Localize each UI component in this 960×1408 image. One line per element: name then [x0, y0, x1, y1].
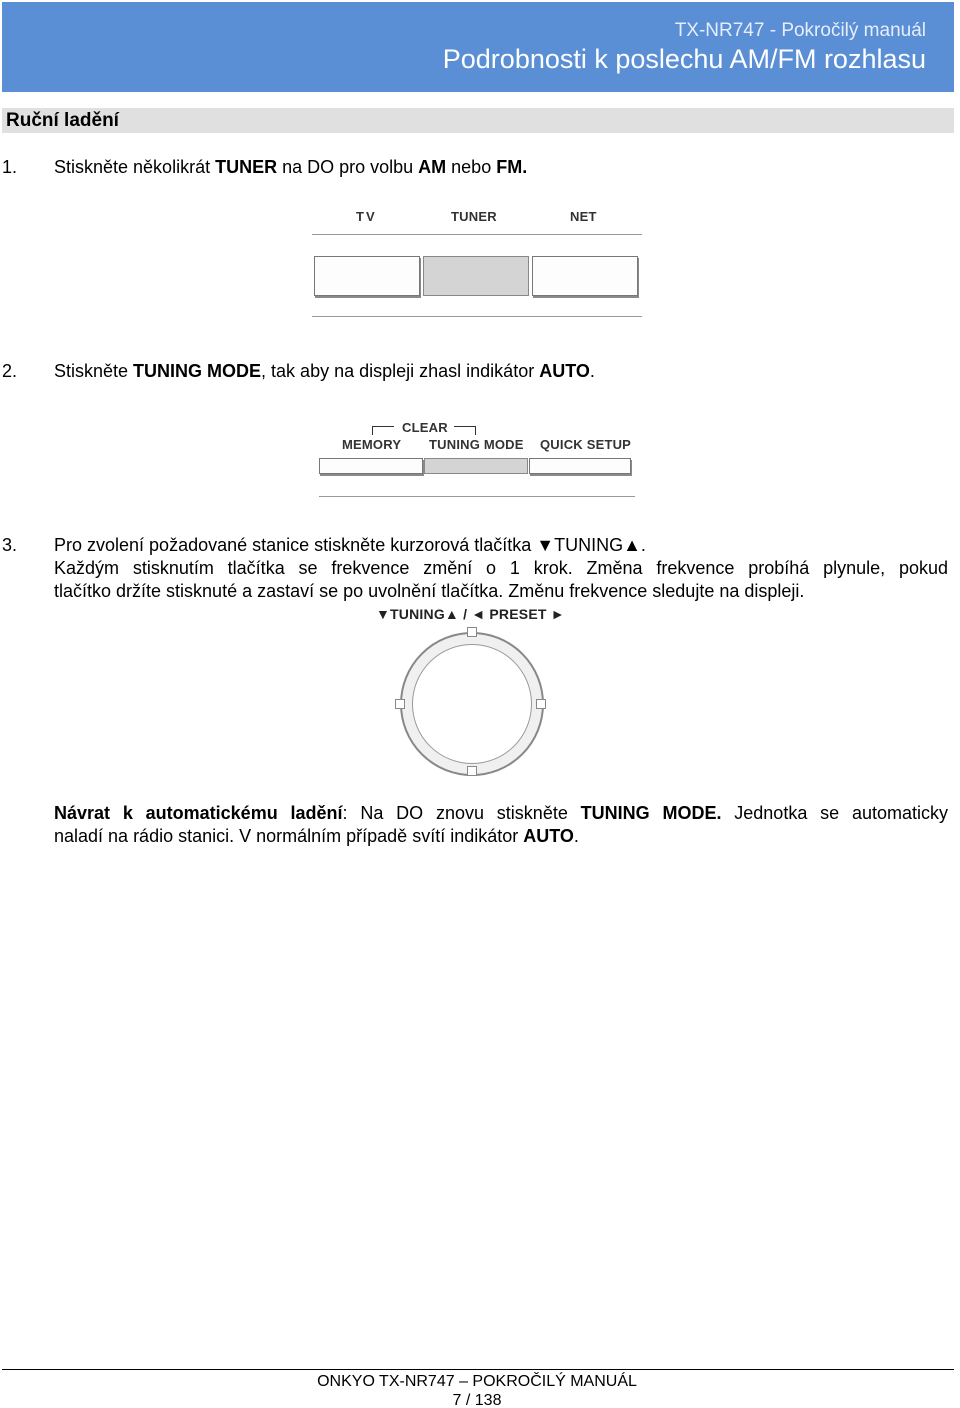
tv-label: TV: [356, 209, 377, 224]
page-number: 7 / 138: [452, 1392, 502, 1408]
dial-inner-button: [412, 644, 532, 764]
tuning-mode-label: TUNING MODE: [429, 437, 524, 452]
divider-bottom-2: [319, 496, 635, 497]
step-3-line-3: tlačítko držíte stisknuté a zastaví se po uvolnění tlačítka. Změnu frekvence sledujte na displeji.: [54, 581, 805, 601]
net-button: [532, 256, 638, 296]
manual-subtitle: TX-NR747 - Pokročilý manuál: [674, 20, 926, 41]
tuner-button-pressed: [423, 256, 529, 296]
section-heading-bar: [2, 108, 954, 133]
step-1-number: 1.: [2, 157, 18, 177]
footer-divider: [2, 1369, 954, 1370]
tuning-dial-diagram: [372, 604, 582, 776]
remote-input-buttons-diagram: [310, 200, 644, 324]
net-label: NET: [570, 209, 597, 224]
page-header: [2, 2, 954, 92]
footer-title: ONKYO TX-NR747 – POKROČILÝ MANUÁL: [317, 1373, 637, 1390]
note-line-1: Návrat k automatickému ladění: Na DO znovu stiskněte TUNING MODE. Jednotka se automaticky: [54, 803, 948, 823]
clear-label: CLEAR: [402, 420, 448, 435]
dial-outer-ring: [400, 632, 544, 776]
divider-top: [312, 234, 642, 235]
divider-bottom: [312, 316, 642, 317]
quick-setup-button: [529, 458, 631, 474]
tuner-label: TUNER: [451, 209, 497, 224]
step-3-number: 3.: [2, 535, 18, 555]
clear-bracket-left: [372, 426, 394, 435]
note-line-2: naladí na rádio stanici. V normálním případě svítí indikátor AUTO.: [54, 826, 579, 846]
step-1-text: Stiskněte několikrát TUNER na DO pro volbu AM nebo FM.: [54, 157, 528, 177]
step-2-text: Stiskněte TUNING MODE, tak aby na displeji zhasl indikátor AUTO.: [54, 361, 595, 381]
memory-label: MEMORY: [342, 437, 402, 452]
tuning-mode-button-pressed: [424, 458, 528, 474]
dial-notch-left: [395, 699, 405, 709]
step-2-number: 2.: [2, 361, 18, 381]
quick-setup-label: QUICK SETUP: [540, 437, 632, 452]
dial-notch-right: [536, 699, 546, 709]
dial-notch-bottom: [467, 766, 477, 776]
step-3-line-1: Pro zvolení požadované stanice stiskněte kurzorová tlačítka ▼TUNING▲.: [54, 535, 646, 555]
dial-notch-top: [467, 627, 477, 637]
page-title: Podrobnosti k poslechu AM/FM rozhlasu: [442, 44, 926, 74]
tuning-preset-label: ▼TUNING▲ / ◄ PRESET ►: [376, 606, 565, 622]
section-title: Ruční ladění: [6, 110, 119, 131]
memory-button: [319, 458, 423, 474]
tv-button: [314, 256, 420, 296]
step-3-line-2: Každým stisknutím tlačítka se frekvence změní o 1 krok. Změna frekvence probíhá plynule, pokud: [54, 558, 948, 578]
clear-bracket-right: [454, 426, 476, 435]
remote-tuning-mode-diagram: [316, 420, 636, 502]
